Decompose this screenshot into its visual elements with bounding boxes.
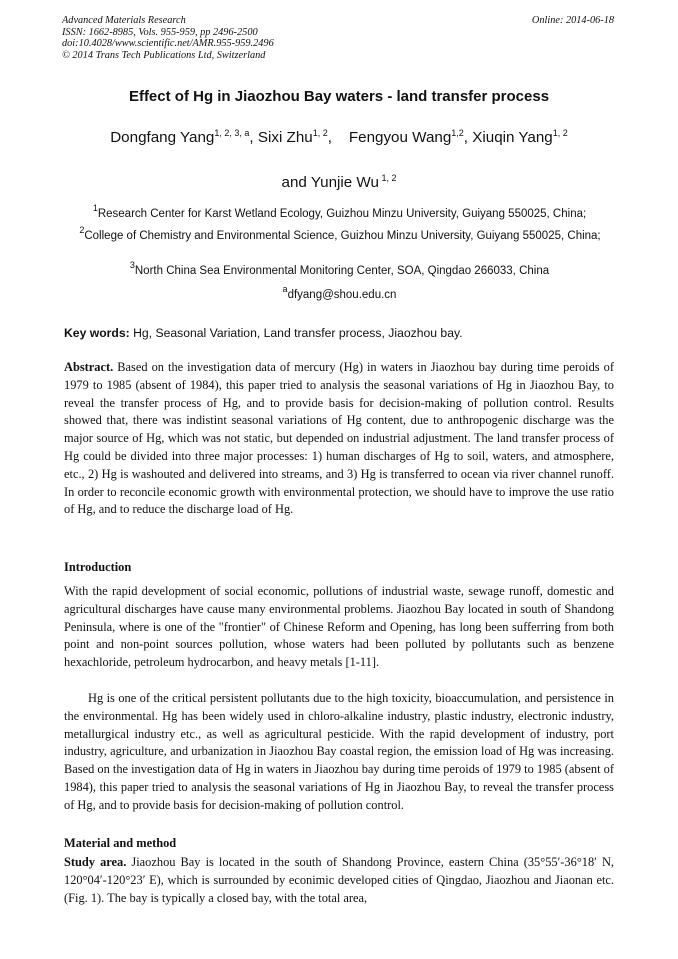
affiliation-number: 1	[92, 203, 98, 213]
affiliation-text: Research Center for Karst Wetland Ecology, Guizhou Minzu University, Guiyang 550025, China;	[97, 208, 587, 220]
author-affiliation-marker: 1,2	[451, 128, 464, 138]
online-date: Online: 2014-06-18	[531, 15, 614, 26]
corresponding-email	[64, 284, 615, 303]
affiliation-text: North China Sea Environmental Monitoring Center, SOA, Qingdao 266033, China	[134, 265, 550, 277]
author-separator: ,	[463, 129, 473, 146]
introduction-paragraph-2: Hg is one of the critical persistent pollutants due to the high toxicity, bioaccumulation, and persistence in the environmental. Hg has been widely used in chloro-alkaline industry, plastic industry, electronic industry, metallurgical industry etc., as well as agricultural pesticide. With the rapid development of industry, port industry, agriculture, and urbanization in Jiaozhou Bay coastal region, the emission load of Hg was increasing. Based on the investigation data of Hg in waters in Jiaozhou bay during time peroids of 1979 to 1985 (absent of 1984), this paper tried to analysis the seasonal variations of Hg in Jiaozhou Bay, to reveal the transfer process of Hg, and to provide basis for decision-making of pollution control.	[64, 691, 614, 812]
author-separator: ,	[327, 129, 349, 146]
paper-title: Effect of Hg in Jiaozhou Bay waters - land transfer process	[128, 88, 550, 105]
methods-heading: Material and method	[64, 836, 177, 850]
author-affiliation-marker: 1, 2	[378, 173, 397, 183]
author-separator: ,	[249, 129, 258, 146]
abstract-text: Based on the investigation data of mercury (Hg) in waters in Jiaozhou bay during time peroids of 1979 to 1985 (absent of 1984), this paper tried to analysis the seasonal variations of Hg in Jiaozhou Bay, to reveal the transfer process of Hg, and to provide basis for decision-making of pollution control. Results showed that, there was indistint seasonal variations of Hg content, due to anthropogenic discharge was the major source of Hg, which was not static, but depended on industrial adjustment. The land transfer process of Hg could be divided into three major processes: 1) human discharges of Hg to soil, waters, and atmosphere, etc., 2) Hg is washouted and delivered into streams, and 3) Hg is transferred to ocean via river channel runoff. In order to reconcile economic growth with environmental protection, we should have to improve the use ratio of Hg, and to reduce the discharge load of Hg.	[64, 360, 614, 517]
author-name: Fengyou Wang	[348, 129, 452, 146]
introduction-paragraph-1: With the rapid development of social economic, pollutions of industrial waste, sewage runoff, domestic and agricultural discharges have cause many environmental problems. Jiaozhou Bay located in south of Shandong Peninsula, where is one of the "frontier" of Chinese Reform and Opening, has long been sufferring from both point and non-point sources pollution, whose waters had been polluted by pollutants such as benzene hexachloride, petroleum hydrocarbon, and heavy metals [1-11].	[64, 584, 614, 670]
author-name: Xiuqin Yang	[472, 129, 553, 146]
author-affiliation-marker: 1, 2	[312, 128, 328, 138]
abstract-label: Abstract.	[64, 360, 114, 374]
affiliation-number: 3	[129, 260, 135, 270]
affiliation-1	[64, 203, 615, 222]
doi-line: doi:10.4028/www.scientific.net/AMR.955-959.2496	[62, 38, 274, 50]
keywords	[64, 326, 463, 340]
keywords-label: Key words:	[64, 326, 130, 340]
keywords-text: Hg, Seasonal Variation, Land transfer process, Jiaozhou bay.	[129, 326, 463, 340]
author-affiliation-marker: 1, 2	[552, 128, 568, 138]
email-marker: a	[282, 284, 288, 294]
author-affiliation-marker: 1, 2, 3, a	[214, 128, 250, 138]
affiliation-text: College of Chemistry and Environmental Science, Guizhou Minzu University, Guiyang 550025, China;	[84, 230, 601, 242]
study-area-label: Study area.	[64, 855, 127, 869]
author-name: Dongfang Yang	[110, 129, 215, 146]
journal-name: Advanced Materials Research	[62, 15, 186, 26]
affiliation-3	[64, 260, 615, 279]
author-conjunction: and	[281, 174, 311, 191]
author-list-continued	[0, 174, 678, 191]
introduction-heading: Introduction	[64, 560, 132, 574]
abstract	[64, 359, 614, 519]
journal-header	[62, 15, 274, 61]
author-name: Yunjie Wu	[310, 174, 379, 191]
author-list	[0, 129, 678, 146]
study-area-paragraph	[64, 854, 614, 907]
copyright-line: © 2014 Trans Tech Publications Ltd, Switzerland	[62, 49, 266, 61]
issn-line: ISSN: 1662-8985, Vols. 955-959, pp 2496-2500	[62, 26, 258, 38]
email-address: dfyang@shou.edu.cn	[287, 289, 397, 301]
author-name: Sixi Zhu	[257, 129, 313, 146]
study-area-text: Jiaozhou Bay is located in the south of Shandong Province, eastern China (35°55′-36°18′ N, 120°04′-120°23′ E), which is surrounded by econimic developed cities of Qingdao, Jiaozhou and Jiaonan etc. (Fig. 1). The bay is typically a closed bay, with the total area,	[64, 855, 615, 905]
affiliation-2	[70, 225, 610, 244]
affiliation-number: 2	[79, 225, 85, 235]
